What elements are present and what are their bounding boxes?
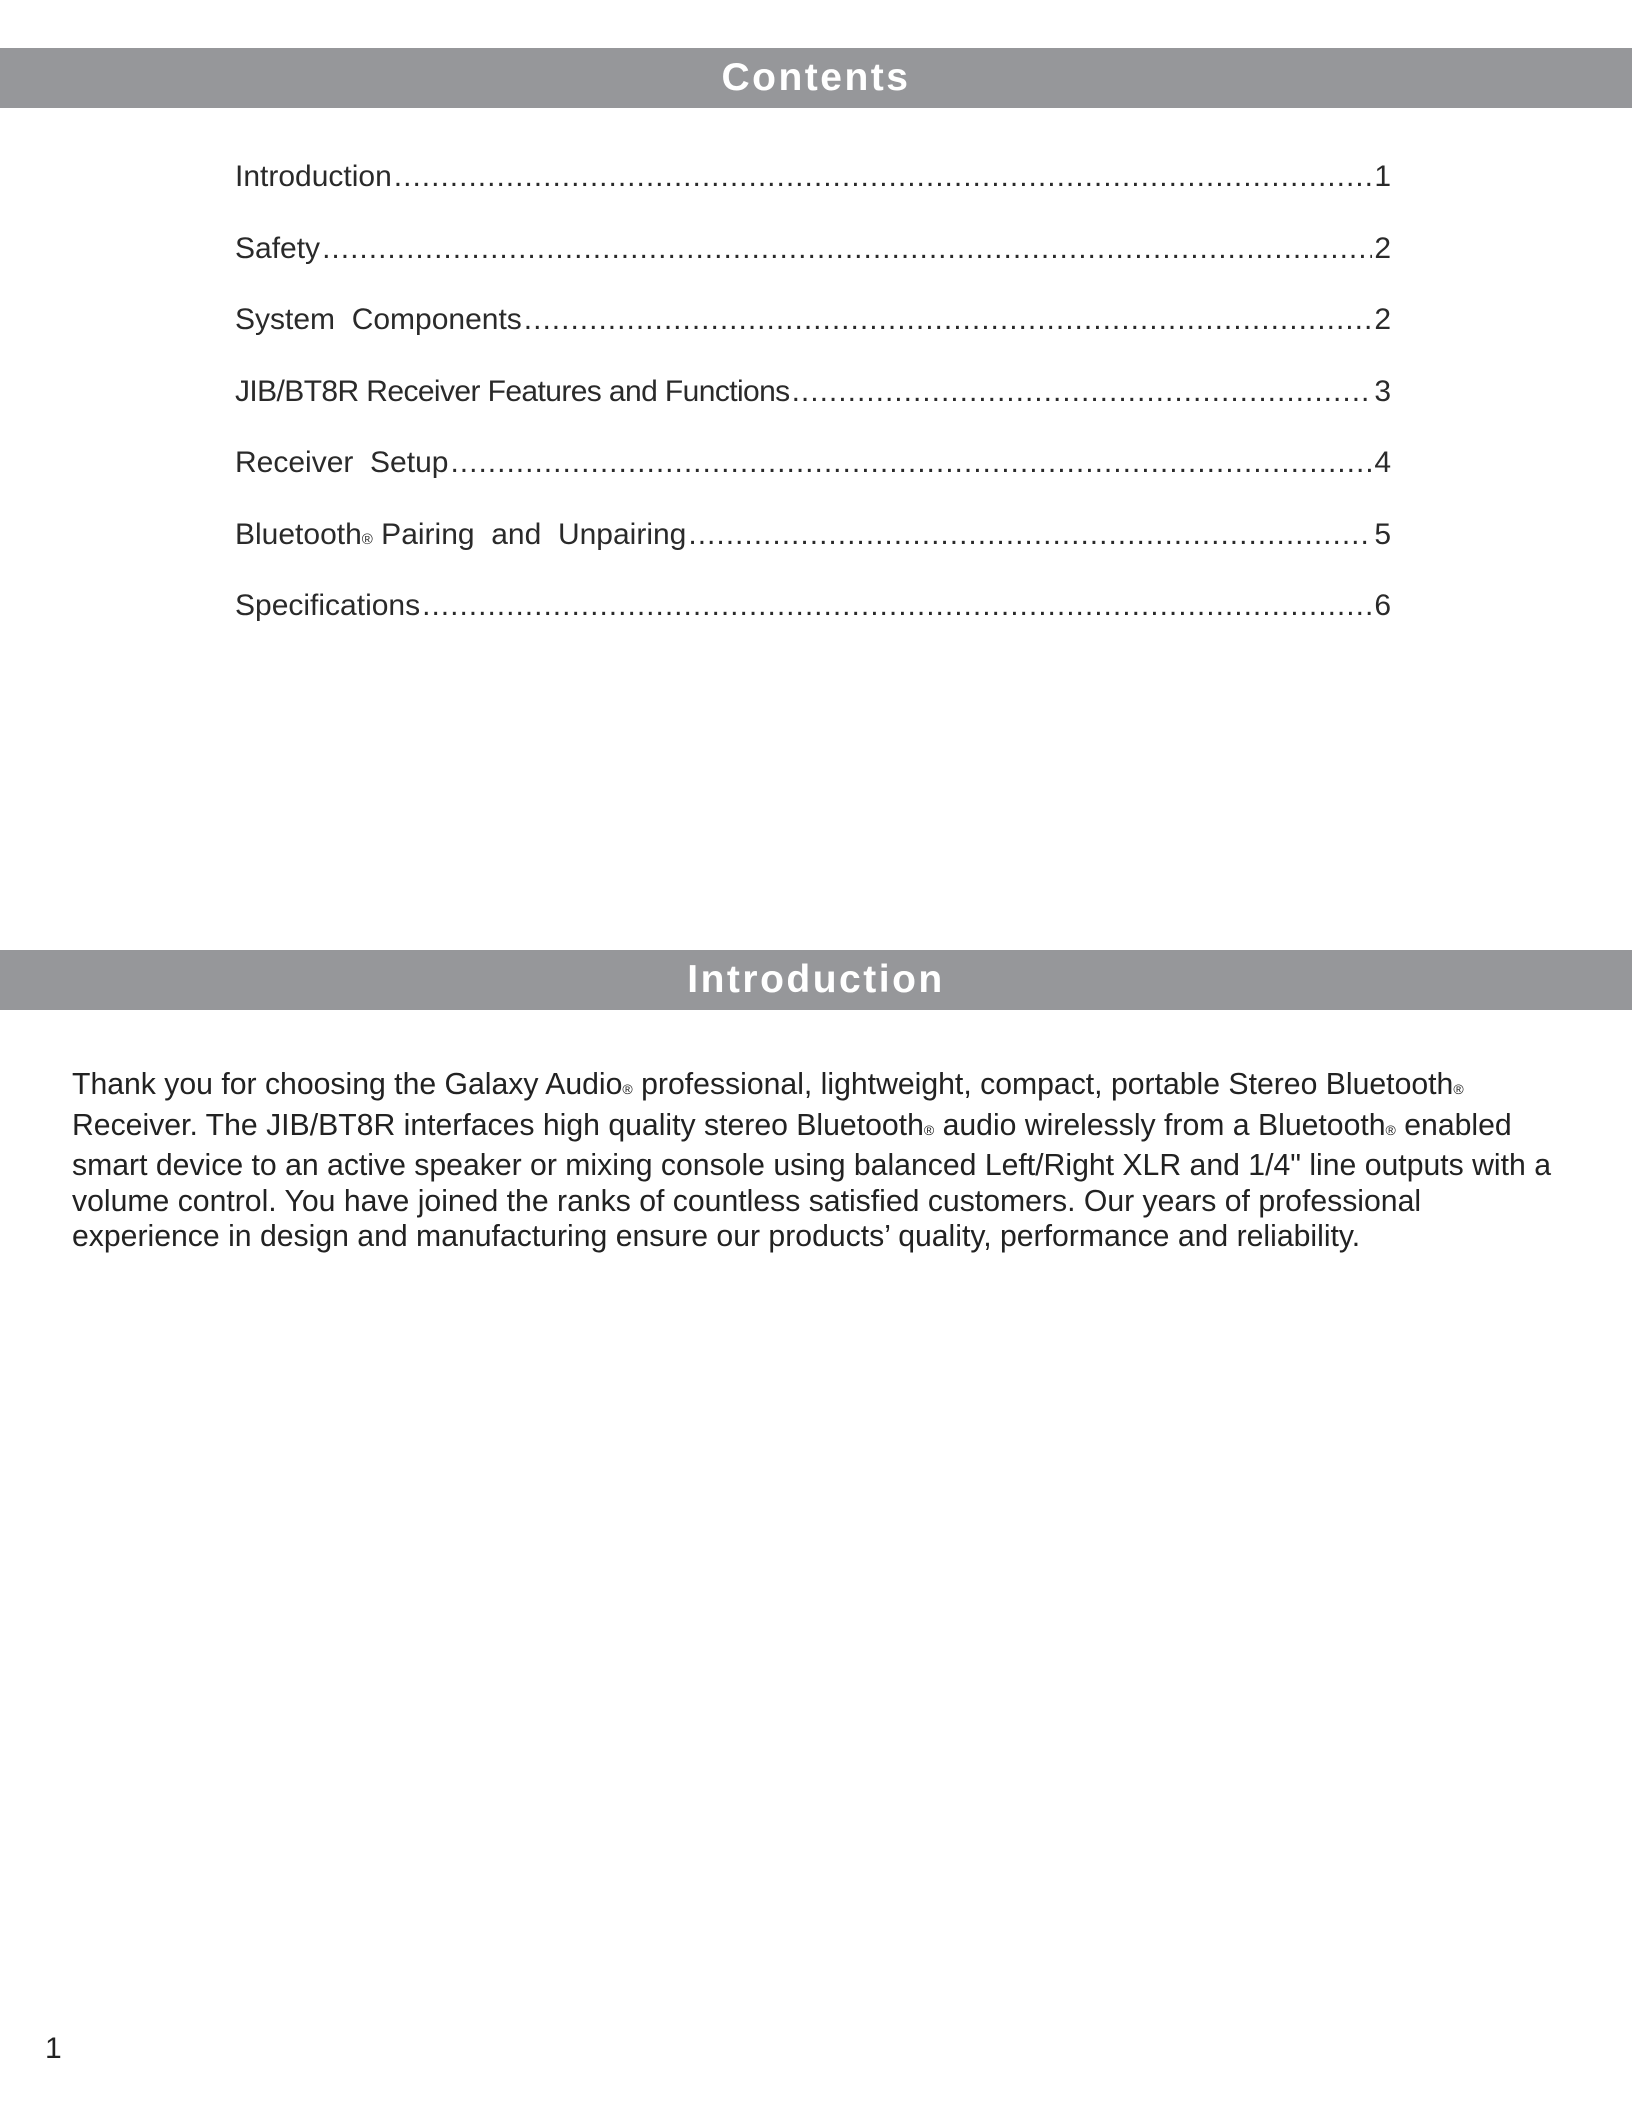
registered-mark: ® [1385,1121,1396,1138]
toc-label-text: Pairing and Unpairing [372,517,687,551]
intro-text-part: Thank you for choosing the Galaxy Audio [72,1068,623,1101]
toc-label: Receiver Setup [235,446,449,479]
toc-page-number: 4 [1374,446,1391,479]
toc-label: Specifications [235,589,421,622]
introduction-heading: Introduction [0,950,1632,1010]
toc-leader-dots [792,375,1373,409]
toc-page-number: 1 [1374,160,1391,193]
contents-heading: Contents [0,48,1632,108]
toc-label: JIB/BT8R Receiver Features and Functions [235,374,790,408]
toc-entry-safety[interactable] [235,232,1391,304]
toc-entry-system-components[interactable] [235,303,1391,375]
registered-mark: ® [361,530,373,548]
toc-label-text: Bluetooth [235,517,362,551]
toc-entry-introduction[interactable] [235,160,1391,232]
toc-leader-dots [450,446,1372,480]
toc-page-number: 5 [1374,517,1391,551]
registered-mark: ® [1453,1081,1464,1097]
toc-leader-dots [422,589,1372,623]
toc-page-number: 2 [1374,231,1391,265]
introduction-paragraph [72,1067,1562,1255]
toc-entry-specifications[interactable] [235,589,1391,661]
toc-entry-receiver-setup[interactable] [235,446,1391,518]
toc-label: Safety [235,231,321,265]
toc-leader-dots [322,232,1372,266]
intro-text-part: enabled smart device to an active speaker or mixing console using balanced Left/Right XLR and 1/4" line outputs with a volume control. You have joined the ranks of countless satisfied customers. Our years of professional experience in design and manufacturing ensure our products’ quality, performance and reliability. [72,1108,1551,1254]
toc-page-number: 3 [1374,374,1391,408]
intro-text-part: professional, lightweight, compact, portable Stereo Bluetooth [632,1068,1454,1101]
intro-text-part: Receiver. The JIB/BT8R interfaces high quality stereo Bluetooth [72,1108,924,1142]
toc-page-number: 2 [1374,303,1391,336]
toc-page-number: 6 [1374,589,1391,622]
toc-entry-bluetooth-pairing[interactable] [235,518,1391,590]
toc-leader-dots [688,518,1372,552]
toc-label: Introduction [235,160,392,193]
toc-leader-dots [394,160,1373,194]
table-of-contents [235,160,1391,661]
registered-mark: ® [622,1081,633,1097]
intro-text-part: audio wirelessly from a Bluetooth [934,1108,1386,1142]
toc-leader-dots [524,303,1373,337]
page-number: 1 [45,2032,62,2065]
toc-label [235,518,686,552]
toc-label: System Components [235,303,522,336]
toc-entry-receiver-features[interactable] [235,375,1391,447]
registered-mark: ® [923,1121,935,1138]
